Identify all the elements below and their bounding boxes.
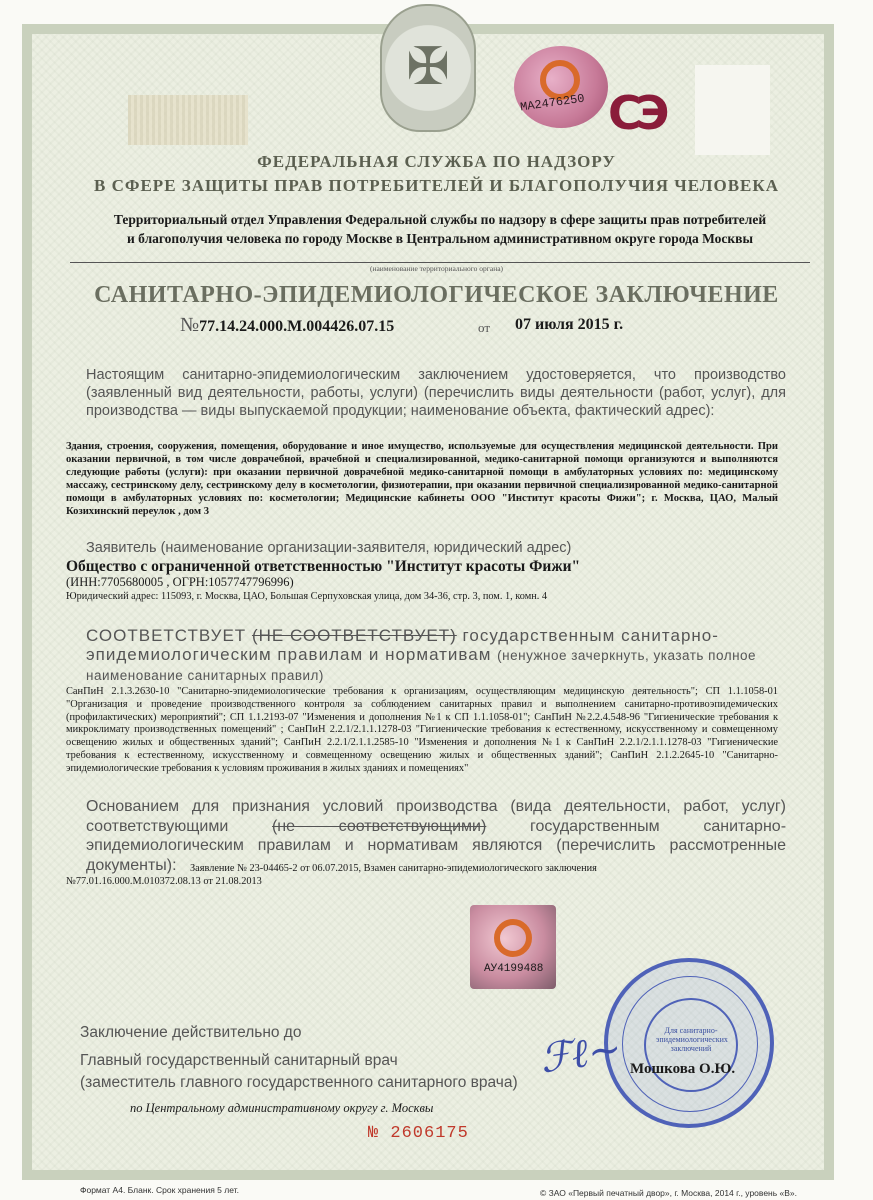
hologram-top-code: МА2476250 xyxy=(519,91,586,115)
compliance-word-yes: СООТВЕТСТВУЕТ xyxy=(86,626,247,645)
basis-doc-line-2: №77.01.16.000.М.010372.08.13 от 21.08.2013 xyxy=(66,876,262,887)
document-title: САНИТАРНО-ЭПИДЕМИОЛОГИЧЕСКОЕ ЗАКЛЮЧЕНИЕ xyxy=(94,282,779,308)
basis-intro-b: государственным санитарно-эпидемиологическим правилам и нормативам являются (перечислить рассмотренные документы): xyxy=(86,817,787,874)
org-caption: (наименование территориального органа) xyxy=(369,264,504,273)
compliance-rest: государственным санитарно-эпидемиологическим правилам и нормативам xyxy=(86,626,719,664)
chief-line-2: (заместитель главного государственного санитарного врача) xyxy=(80,1074,518,1091)
signature: ℱℓ~ xyxy=(537,1025,625,1083)
blank-number: № 2606175 xyxy=(368,1124,469,1143)
stamp-center-text: Для санитарно-эпидемиологических заключений xyxy=(656,1026,728,1053)
document-number-row xyxy=(180,314,394,337)
agency-line-1: ФЕДЕРАЛЬНАЯ СЛУЖБА ПО НАДЗОРУ xyxy=(257,152,616,171)
footer-left: Формат А4. Бланк. Срок хранения 5 лет. xyxy=(80,1185,239,1195)
signer-name: Мошкова О.Ю. xyxy=(630,1061,736,1077)
hologram-seal-top xyxy=(514,46,608,128)
applicant-ids: (ИНН:7705680005 , ОГРН:1057747796996) xyxy=(66,575,294,589)
official-stamp xyxy=(604,958,774,1128)
org-line-1: Территориальный отдел Управления Федеральной службы по надзору в сфере защиты прав потребителей xyxy=(113,212,767,227)
basis-doc-line-1: Заявление № 23-04465-2 от 06.07.2015, Взамен санитарно-эпидемиологического заключения xyxy=(190,863,597,874)
activity-text: Здания, строения, сооружения, помещения, оборудование и иное имущество, используемые для осуществления медицинской деятельности. При оказании первичной, в том числе доврачебной, врачебной и специализированной, медико-санитарной помощи организуются и выполняются следующие работы (услуги): при оказании первичной доврачебной медико-санитарной помощи в амбулаторных условиях по: медицинскому массажу, сестринскому делу, сестринскому делу в косметологии, физиотерапии, при оказании первичной специализированной медико-санитарной помощи в амбулаторных условиях по: косметологии; Медицинские кабинеты ООО "Институт красоты Фижи"; г. Москва, ЦАО, Малый Козихинский переулок , дом 3 xyxy=(66,441,778,517)
number-label: № xyxy=(180,314,200,336)
valid-until: Заключение действительно до xyxy=(80,1024,302,1041)
applicant-address: Юридический адрес: 115093, г. Москва, ЦАО, Большая Серпуховская улица, дом 34-36, стр. 3, пом. 1, комн. 4 xyxy=(66,591,548,602)
hologram-strip-left xyxy=(128,95,248,145)
document-date: 07 июля 2015 г. xyxy=(515,316,624,333)
chief-line-1: Главный государственный санитарный врач xyxy=(80,1052,398,1069)
agency-line-2: В СФЕРЕ ЗАЩИТЫ ПРАВ ПОТРЕБИТЕЛЕЙ И БЛАГОПОЛУЧИЯ ЧЕЛОВЕКА xyxy=(94,176,779,195)
hologram-bottom-code: АУ4199488 xyxy=(484,963,544,975)
basis-intro-a: Основанием для признания условий производства (вида деятельности, работ, услуг) соответствующими xyxy=(86,798,786,835)
coat-of-arms-emblem: ✠ xyxy=(380,4,476,132)
activity-intro: Настоящим санитарно-эпидемиологическим заключением удостоверяется, что производство (заявленный вид деятельности, работы, услуги) (перечислить виды деятельности (работ, услуг), для производства — виды выпускаемой продукции; наименование объекта, фактический адрес): xyxy=(86,367,786,419)
hologram-seal-bottom xyxy=(470,905,556,989)
district-line: по Центральному административному округу г. Москвы xyxy=(130,1101,434,1115)
basis-intro-strike: (не соответствующими) xyxy=(271,817,487,835)
conformity-mark-icon: СЭ xyxy=(608,86,664,140)
applicant-name: Общество с ограниченной ответственностью "Институт красоты Фижи" xyxy=(66,558,581,575)
compliance-rules: СанПиН 2.1.3.2630-10 "Санитарно-эпидемиологические требования к организациям, осуществляющим медицинскую деятельность"; СП 1.1.1058-01 "Организация и проведение производственного контроля за соблюдением санитарных правил и выполнением санитарно-противоэпидемических (профилактических) мероприятий"; СП 1.1.2193-07 "Изменения и дополнения №1 к СП 1.1.1058-01"; СанПиН №2.2.4.548-96 "Гигиенические требования к микроклимату производственных помещений" ; СанПиН 2.2.1/2.1.1.1278-03 "Гигиенические требования к естественному, искусственному и совмещенному освещению жилых и общественных зданий"; СанПиН 2.2.1/2.1.1.2585-10 "Изменения и дополнения №1 к СанПиН 2.2.1/2.1.1.1278-03 "Гигиенические требования к естественному, искусственному и совмещенному освещению жилых и общественных зданий"; СанПиН 2.1.2.2645-10 "Санитарно-эпидемиологические требования к условиям проживания в жилых зданиях и помещениях" xyxy=(66,686,778,774)
org-line-2: и благополучия человека по городу Москве в Центральном административном округе города Москвы xyxy=(127,231,753,246)
footer-right: © ЗАО «Первый печатный двор», г. Москва, 2014 г., уровень «В». xyxy=(540,1188,798,1198)
applicant-label: Заявитель (наименование организации-заявителя, юридический адрес) xyxy=(86,540,572,556)
hologram-ring-icon xyxy=(494,919,532,957)
blank-patch xyxy=(695,65,770,155)
date-label: от xyxy=(478,320,491,335)
compliance-word-no: (НЕ СООТВЕТСТВУЕТ) xyxy=(251,626,457,645)
org-rule xyxy=(70,262,810,263)
compliance-hint: (ненужное зачеркнуть, указать полное наименование санитарных правил) xyxy=(86,648,757,683)
compliance-statement xyxy=(86,626,786,685)
document-number: 77.14.24.000.М.004426.07.15 xyxy=(199,318,395,335)
